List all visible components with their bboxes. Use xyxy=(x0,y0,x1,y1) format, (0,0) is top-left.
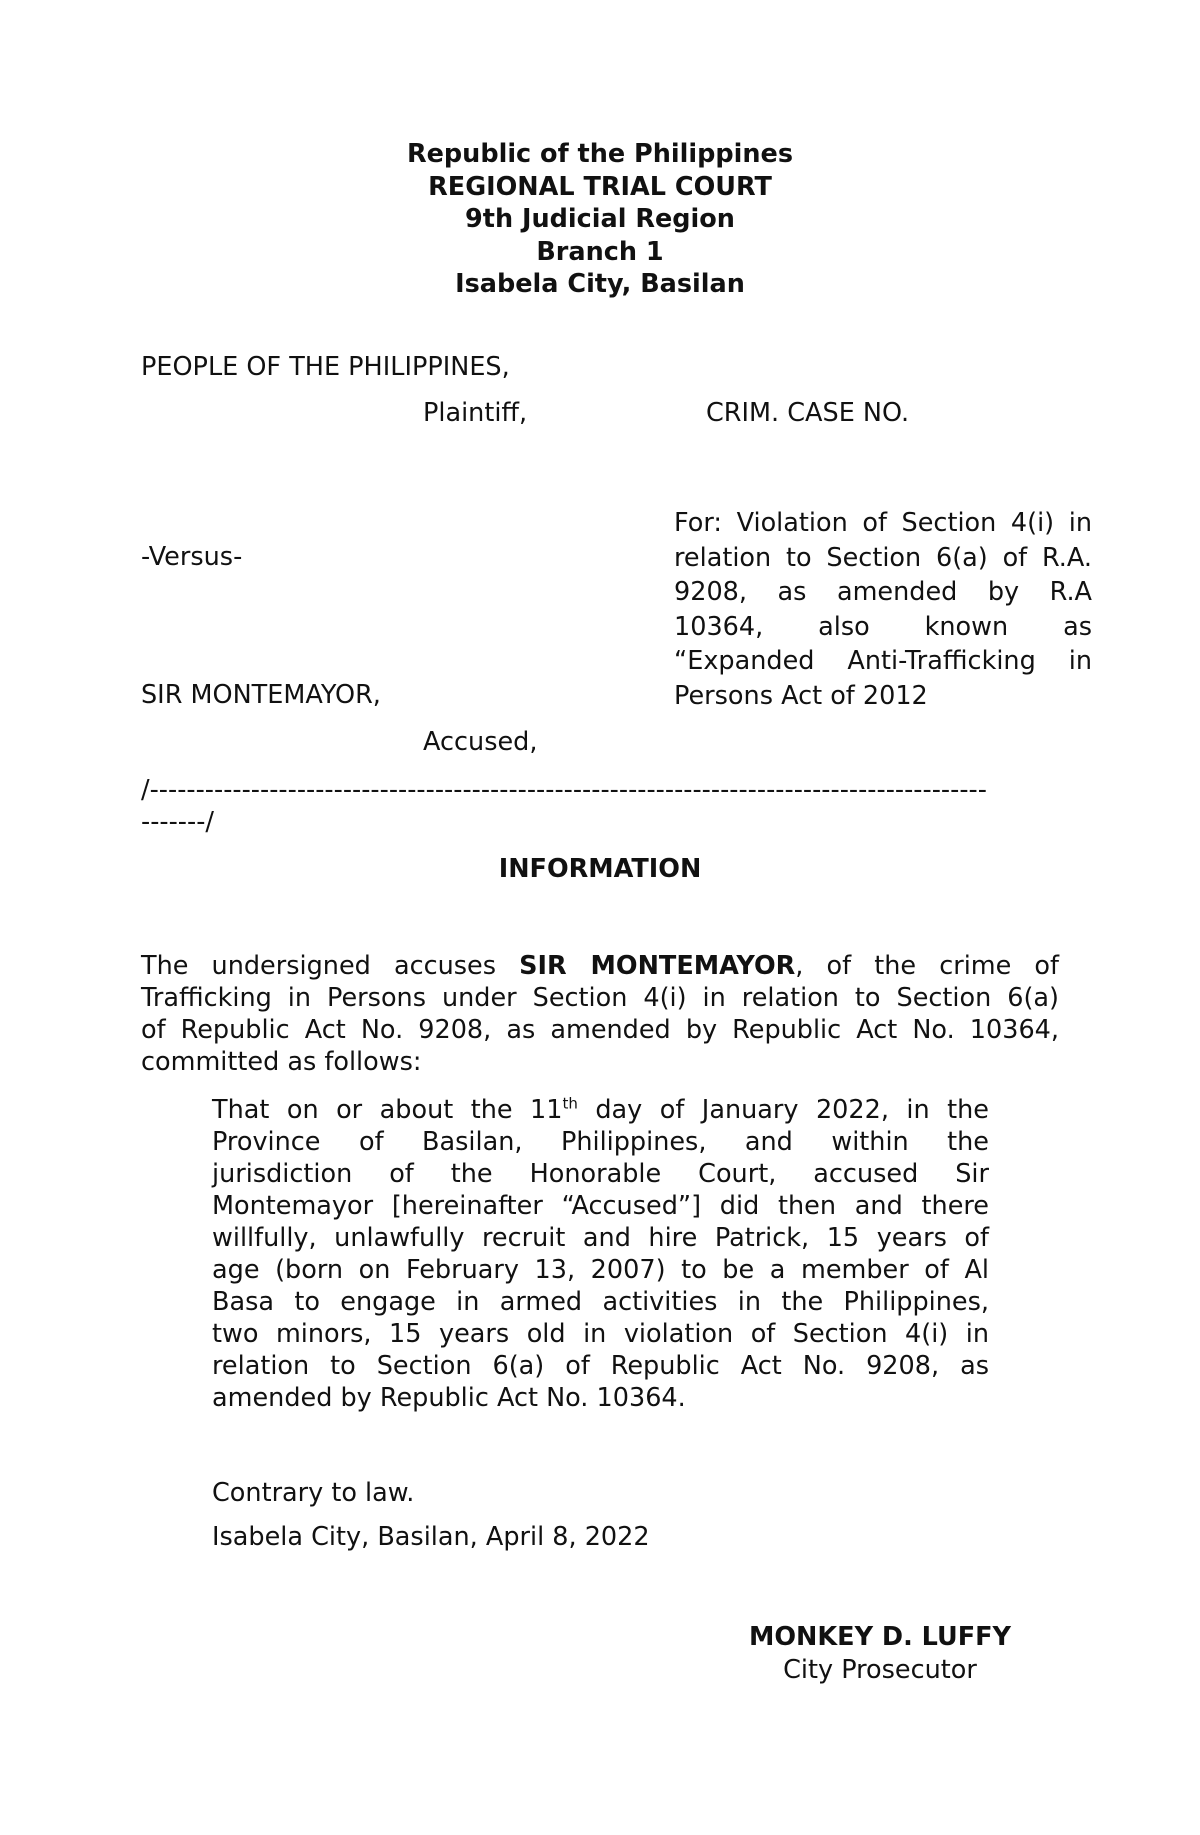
body-line: Montemayor [hereinafter “Accused”] did then and there xyxy=(212,1191,989,1221)
intro-line: Trafficking in Persons under Section 4(i) in relation to Section 6(a) xyxy=(141,983,1059,1013)
accused-role: Accused, xyxy=(423,727,538,757)
versus-label: -Versus- xyxy=(141,542,243,572)
body-line xyxy=(212,1094,989,1126)
intro-paragraph xyxy=(141,950,1059,1078)
header-city: Isabela City, Basilan xyxy=(455,269,745,299)
contrary-to-law: Contrary to law. xyxy=(212,1478,415,1508)
ordinal-suffix: th xyxy=(562,1094,578,1113)
charge-description xyxy=(674,506,1092,713)
body-line: jurisdiction of the Honorable Court, accused Sir xyxy=(212,1159,989,1189)
body-line: relation to Section 6(a) of Republic Act No. 9208, as xyxy=(212,1351,989,1381)
header-region: 9th Judicial Region xyxy=(465,204,735,234)
charge-line: “Expanded Anti-Trafficking in xyxy=(674,646,1092,676)
document-title: INFORMATION xyxy=(498,854,702,884)
header-branch: Branch 1 xyxy=(536,236,664,267)
body-line: amended by Republic Act No. 10364. xyxy=(212,1383,686,1413)
intro-line: of Republic Act No. 9208, as amended by Republic Act No. 10364, xyxy=(141,1015,1059,1045)
signature-block xyxy=(700,1621,1060,1687)
intro-text: , of the crime of xyxy=(795,951,1060,981)
intro-text: The undersigned accuses xyxy=(141,951,520,981)
caption-separator-end: -------/ xyxy=(141,807,215,837)
body-line: Basa to engage in armed activities in the Philippines, xyxy=(212,1287,989,1317)
charge-line: For: Violation of Section 4(i) in xyxy=(674,508,1092,538)
case-number-label: CRIM. CASE NO. xyxy=(706,398,910,428)
body-line: Province of Basilan, Philippines, and within the xyxy=(212,1127,989,1157)
accused-name-emphasis: SIR MONTEMAYOR xyxy=(519,951,796,981)
body-text: day of January 2022, in the xyxy=(577,1095,989,1125)
header-republic: Republic of the Philippines xyxy=(406,139,793,169)
header-court: REGIONAL TRIAL COURT xyxy=(428,171,772,202)
intro-line xyxy=(141,950,1059,982)
body-line: two minors, 15 years old in violation of Section 4(i) in xyxy=(212,1319,989,1349)
plaintiff-role: Plaintiff, xyxy=(423,398,528,428)
body-paragraph xyxy=(212,1094,989,1414)
prosecutor-name: MONKEY D. LUFFY xyxy=(749,1622,1011,1652)
charge-line: 10364, also known as xyxy=(674,611,1092,642)
body-line: age (born on February 13, 2007) to be a member of Al xyxy=(212,1255,989,1285)
plaintiff-name: PEOPLE OF THE PHILIPPINES, xyxy=(141,352,510,382)
prosecutor-title: City Prosecutor xyxy=(783,1655,977,1685)
charge-line: relation to Section 6(a) of R.A. xyxy=(674,542,1092,573)
charge-line: Persons Act of 2012 xyxy=(674,680,928,711)
charge-line: 9208, as amended by R.A xyxy=(674,577,1092,607)
accused-name: SIR MONTEMAYOR, xyxy=(141,680,381,710)
place-and-date: Isabela City, Basilan, April 8, 2022 xyxy=(212,1522,650,1552)
court-header xyxy=(0,138,1200,301)
intro-line: committed as follows: xyxy=(141,1047,422,1077)
body-line: willfully, unlawfully recruit and hire Patrick, 15 years of xyxy=(212,1223,989,1253)
body-text: That on or about the 11 xyxy=(212,1095,563,1125)
caption-separator: /------------------------------------------------------------------------------------------- xyxy=(141,775,987,805)
